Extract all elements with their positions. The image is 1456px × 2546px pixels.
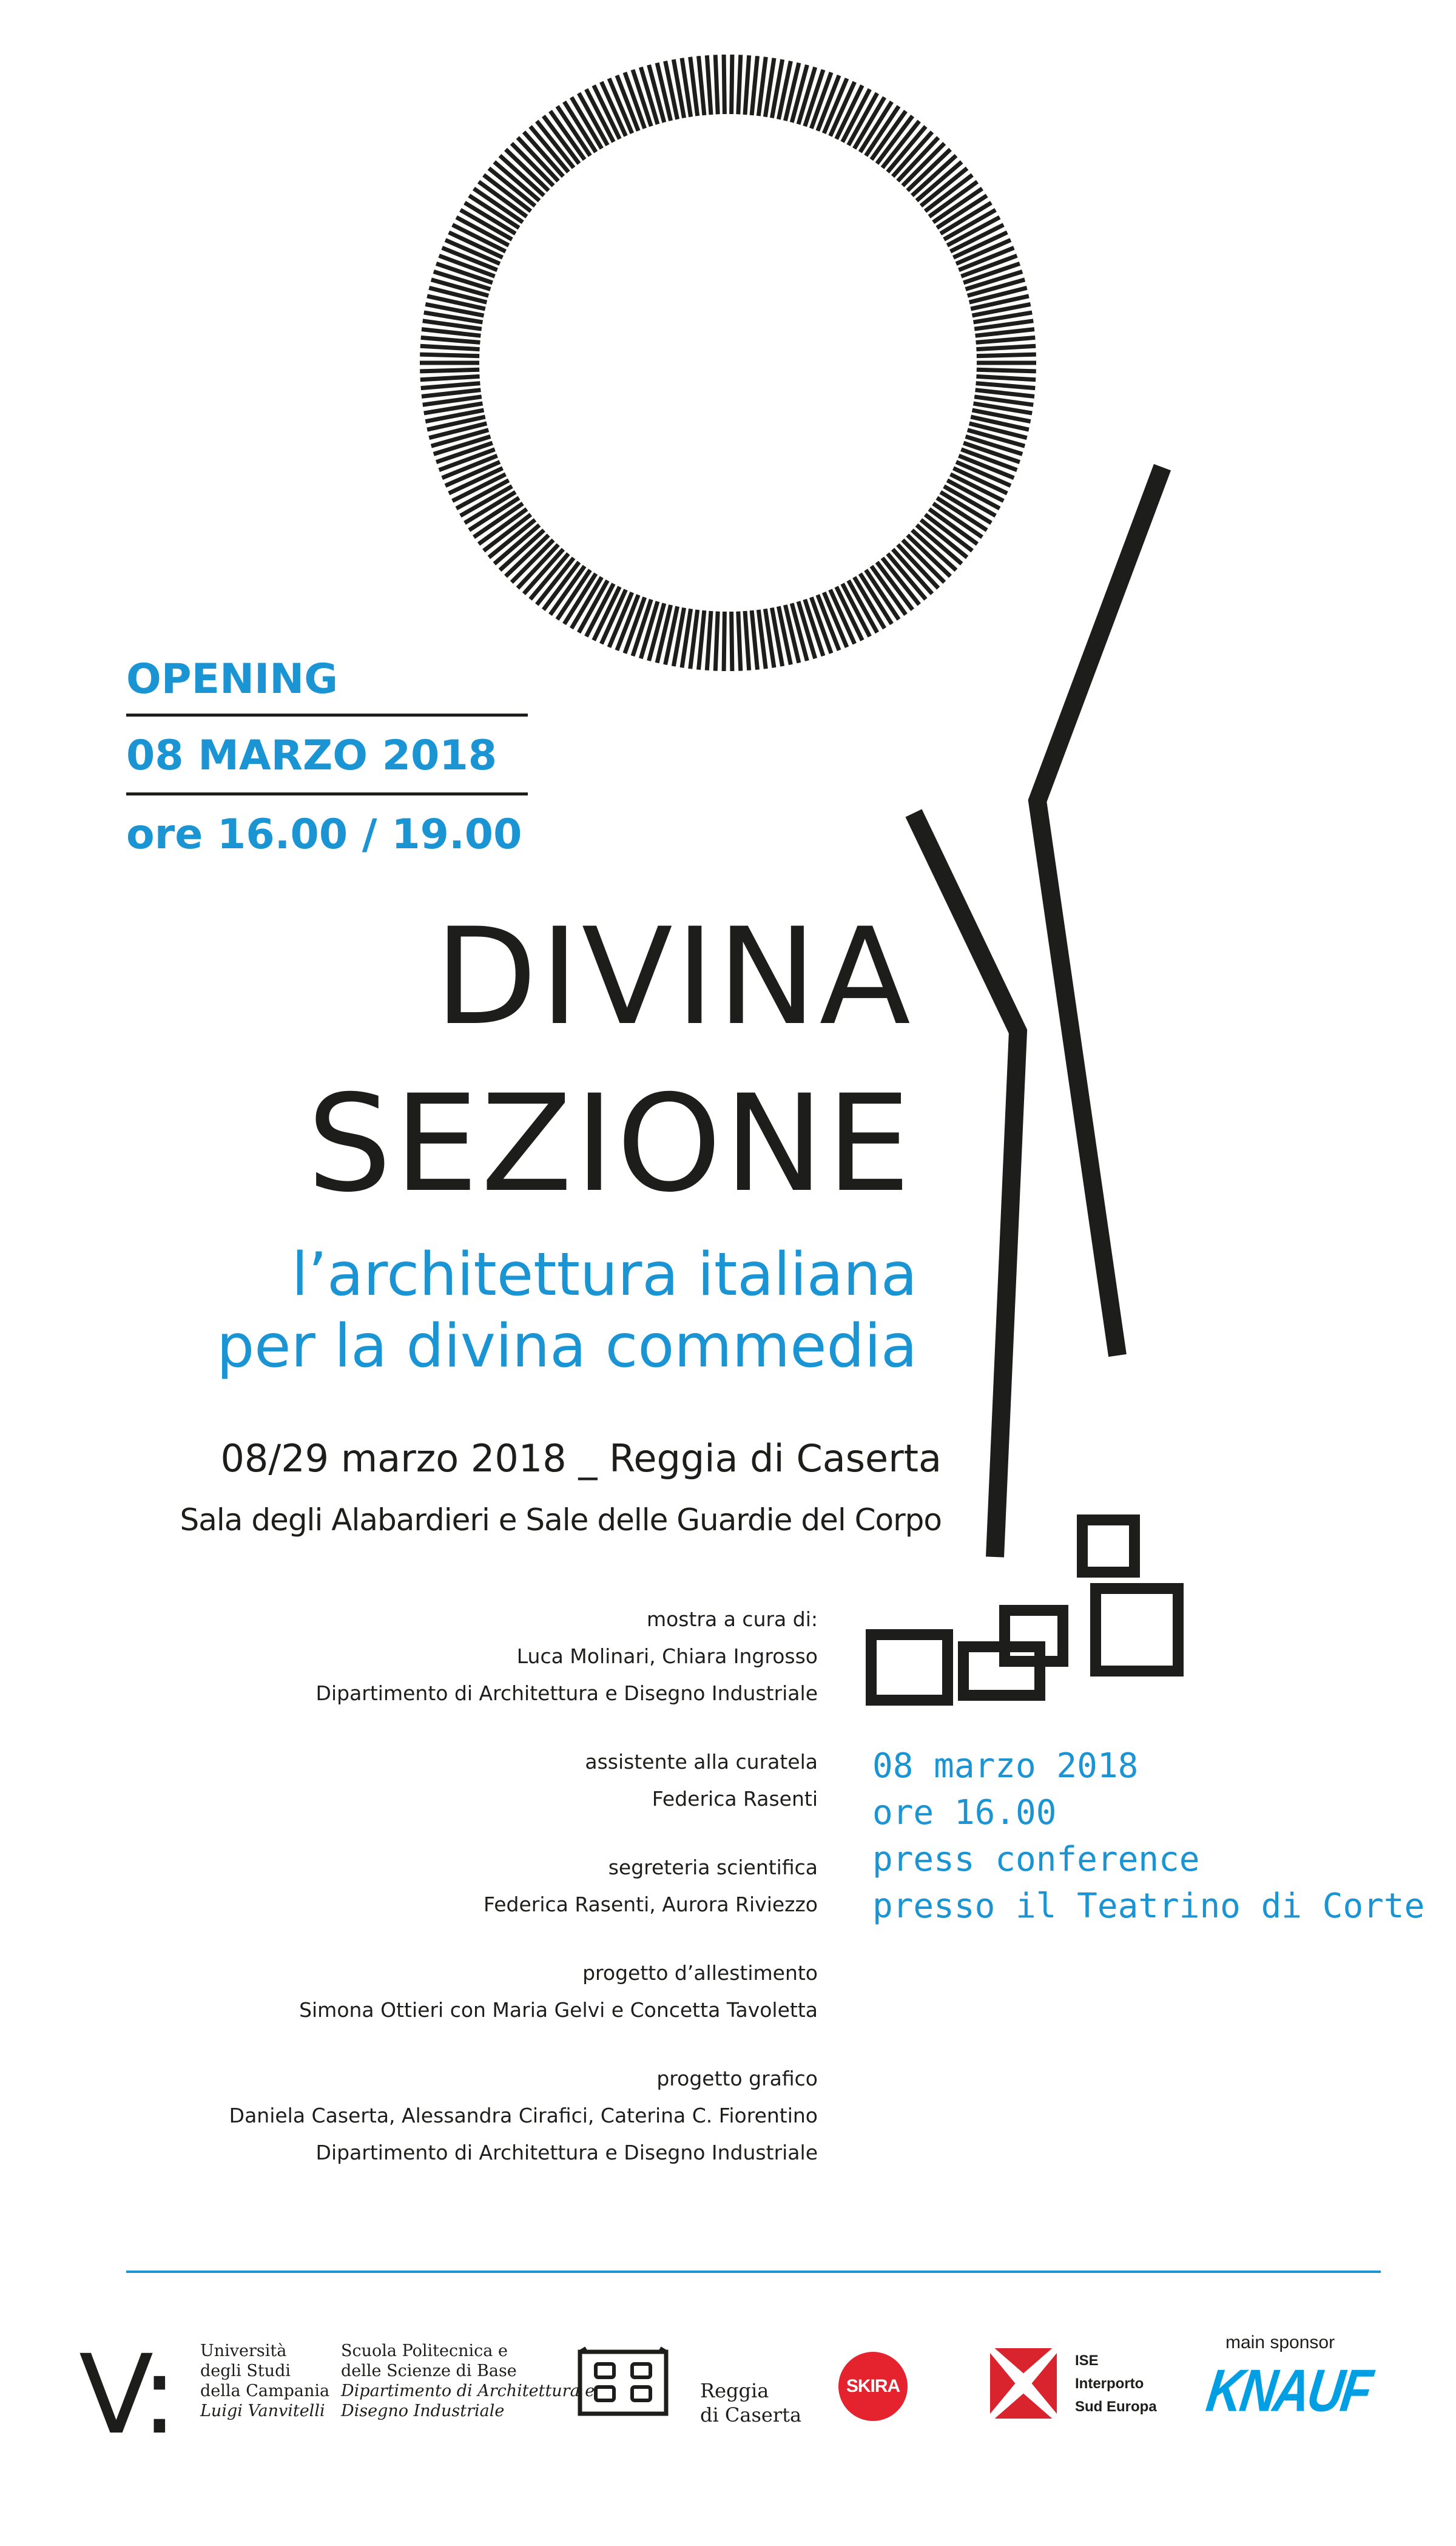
reggia-text: Reggia di Caserta [700, 2379, 802, 2426]
ring-stripe [420, 354, 479, 356]
credit-group [29, 1743, 818, 1817]
credit-role: segreteria scientifica [608, 1855, 818, 1879]
ring-stripe [745, 611, 749, 670]
ring-stripe [738, 55, 741, 114]
subtitle-line-1: l’architettura italiana [291, 1240, 917, 1309]
ring-stripe [420, 370, 479, 371]
credit-name: Daniela Caserta, Alessandra Cirafici, Caterina C. Fiorentino [229, 2104, 818, 2127]
striped-ring-graphic [420, 55, 1036, 671]
scuola-text: Scuola Politecnica e delle Scienze di Base Dipartimento di Architettura e Disegno Industriale [341, 2342, 595, 2420]
title-line-1: DIVINA [434, 899, 913, 1055]
credit-role: assistente alla curatela [585, 1750, 818, 1774]
opening-time: ore 16.00 / 19.00 [126, 811, 522, 859]
vanvitelli-text: Università degli Studi della Campania Luigi Vanvitelli [200, 2342, 330, 2420]
ring-stripe [699, 56, 704, 115]
vanvitelli-mark: V: [79, 2332, 175, 2459]
title-line-2: SEZIONE [307, 1066, 913, 1221]
ring-stripe [882, 121, 919, 168]
ring-stripe [699, 610, 704, 670]
ring-stripe [422, 390, 480, 397]
divider-stroke-right [1037, 467, 1162, 1356]
ring-stripe [715, 612, 718, 671]
ring-stripe [715, 55, 718, 114]
opening-date: 08 MARZO 2018 [126, 732, 497, 780]
ring-stripe [489, 168, 535, 206]
ring-stripe [420, 346, 480, 349]
ring-stripe [976, 376, 1036, 379]
ring-stripe [707, 55, 711, 115]
ring-stripe [976, 337, 1036, 342]
footer-divider [126, 2271, 1381, 2273]
skira-text: SKIRA [846, 2376, 900, 2396]
knauf-logo [1202, 2357, 1374, 2430]
ring-stripe [752, 56, 757, 115]
ring-stripe [976, 329, 1034, 336]
press-place: presso il Teatrino di Corte [872, 1886, 1425, 1926]
credit-name: Federica Rasenti, Aurora Riviezzo [484, 1893, 818, 1916]
reggia-logo-icon [578, 2349, 669, 2416]
credit-name: Simona Ottieri con Maria Gelvi e Concetta Tavoletta [299, 1998, 818, 2022]
ring-stripe [421, 383, 480, 388]
press-label: press conference [872, 1840, 1200, 1879]
opening-rule-top [126, 714, 528, 717]
ring-stripe [421, 337, 480, 342]
credits-list [29, 1601, 818, 2203]
ring-stripe [976, 346, 1036, 349]
ring-stripe [422, 329, 480, 336]
ise-text: ISE Interporto Sud Europa [1075, 2352, 1157, 2415]
ise-logo-icon [989, 2347, 1058, 2420]
credit-group [29, 2060, 818, 2171]
credit-group [29, 1849, 818, 1923]
ring-stripe [745, 55, 749, 115]
ring-stripe [537, 558, 574, 605]
ring-stripe [882, 558, 919, 605]
venue-dates-place: 08/29 marzo 2018 _ Reggia di Caserta [220, 1436, 942, 1481]
credit-name: Dipartimento di Architettura e Disegno Industriale [315, 1681, 818, 1705]
ring-stripe [537, 121, 574, 168]
ring-stripe [921, 168, 967, 206]
ring-stripe [738, 612, 741, 671]
ring-stripe [977, 354, 1036, 356]
ring-stripe [707, 611, 711, 670]
ring-stripe [489, 520, 535, 558]
subtitle-line-2: per la divina commedia [217, 1312, 917, 1381]
press-time: ore 16.00 [872, 1793, 1057, 1832]
credit-group [29, 1954, 818, 2028]
credit-name: Luca Molinari, Chiara Ingrosso [516, 1644, 818, 1668]
ring-stripe [420, 376, 480, 379]
opening-label: OPENING [126, 655, 339, 703]
ring-stripe [976, 390, 1034, 397]
press-date: 08 marzo 2018 [872, 1746, 1139, 1786]
venue-rooms: Sala degli Alabardieri e Sale delle Guardie del Corpo [180, 1502, 942, 1538]
credit-group [29, 1601, 818, 1712]
credit-role: progetto d’allestimento [582, 1961, 818, 1985]
knauf-text: KNAUF [1202, 2357, 1374, 2424]
squares-cluster-graphic [871, 1520, 1178, 1700]
ring-stripe [752, 610, 757, 670]
ring-stripe [977, 370, 1036, 371]
vanvitelli-logo [79, 2332, 175, 2459]
opening-rule-bottom [126, 792, 528, 795]
press-conference-block [872, 1743, 1424, 1930]
credit-role: mostra a cura di: [646, 1607, 818, 1631]
ring-stripe [921, 520, 967, 558]
credit-role: progetto grafico [656, 2067, 818, 2090]
ring-stripe [976, 383, 1036, 388]
credit-name: Federica Rasenti [652, 1787, 818, 1811]
skira-logo [838, 2352, 908, 2421]
credit-name: Dipartimento di Architettura e Disegno Industriale [315, 2141, 818, 2164]
main-sponsor-label: main sponsor [1225, 2332, 1335, 2352]
